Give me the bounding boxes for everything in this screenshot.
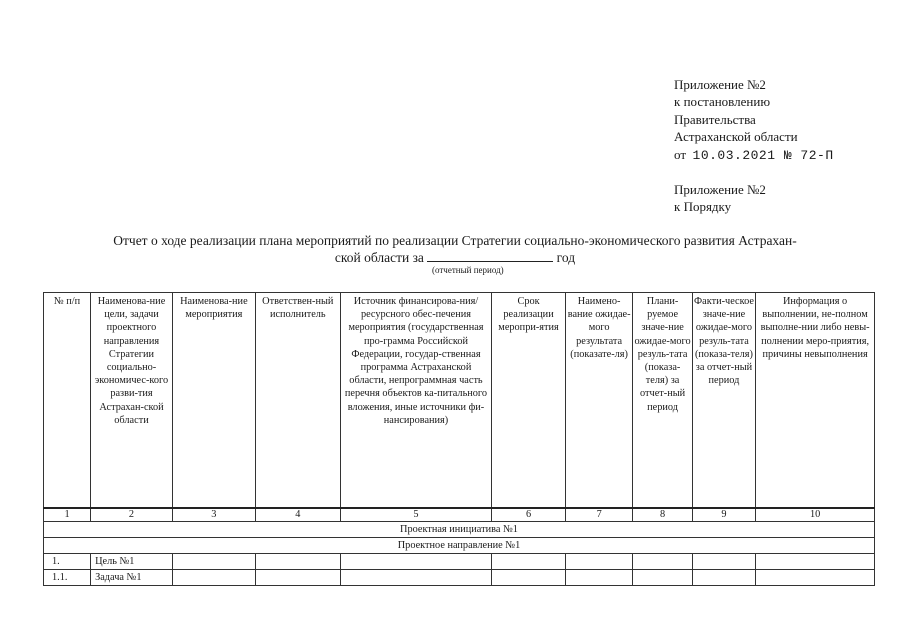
header-cell: Ответствен-ный исполнитель <box>255 293 340 509</box>
resolution-date-number: 10.03.2021 № 72-П <box>692 147 834 163</box>
column-number-cell: 8 <box>633 508 692 522</box>
appendix-header <box>674 76 834 164</box>
header-cell: Информация о выполнении, не-полном выполне-нии либо невы-полнении меро-приятия, причины невыполнения <box>756 293 875 509</box>
empty-cell[interactable] <box>172 554 255 570</box>
report-title-line2-prefix: ской области за <box>334 250 424 265</box>
appendix-order-line: Приложение №2 <box>674 182 766 197</box>
empty-cell[interactable] <box>692 570 755 586</box>
column-number-row <box>44 508 875 522</box>
empty-cell[interactable] <box>633 570 692 586</box>
header-cell: Факти-ческое значе-ние ожидае-мого резуль-тата (показа-теля) за отчет-ный период <box>692 293 755 509</box>
row-name: Задача №1 <box>91 570 173 586</box>
column-number-cell: 7 <box>565 508 633 522</box>
initiative-cell: Проектная инициатива №1 <box>44 522 875 538</box>
header-cell: Плани-руемое значе-ние ожидае-мого резуль-тата (показа-теля) за отчет-ный период <box>633 293 692 509</box>
empty-cell[interactable] <box>692 554 755 570</box>
empty-cell[interactable] <box>756 554 875 570</box>
appendix-date-line <box>674 146 834 164</box>
row-number: 1. <box>44 554 91 570</box>
empty-cell[interactable] <box>172 570 255 586</box>
header-cell: Срок реализации меропри-ятия <box>492 293 566 509</box>
report-title-line2-suffix: год <box>556 250 576 265</box>
appendix-order <box>674 181 766 216</box>
column-number-cell: 2 <box>91 508 173 522</box>
column-number-cell: 5 <box>340 508 491 522</box>
period-blank-field[interactable] <box>427 249 553 262</box>
direction-cell: Проектное направление №1 <box>44 538 875 554</box>
column-number-cell: 6 <box>492 508 566 522</box>
column-number-cell: 1 <box>44 508 91 522</box>
row-number: 1.1. <box>44 570 91 586</box>
report-title-line2 <box>40 249 870 266</box>
report-table <box>43 292 875 586</box>
report-title-line1: Отчет о ходе реализации плана мероприятий по реализации Стратегии социально-экономического развития Астрахан- <box>113 233 797 248</box>
column-number-cell: 10 <box>756 508 875 522</box>
empty-cell[interactable] <box>633 554 692 570</box>
empty-cell[interactable] <box>756 570 875 586</box>
row-name: Цель №1 <box>91 554 173 570</box>
header-cell: Источник финансирова-ния/ресурсного обес-печения мероприятия (государственная про-грамма Российской Федерации, государ-ственная программа Астраханской области, непрограммная часть перечня объектов ка-питального вложения, иные источники фи-нансирования) <box>340 293 491 509</box>
period-caption: (отчетный период) <box>432 265 504 275</box>
header-row <box>44 293 875 509</box>
empty-cell[interactable] <box>565 554 633 570</box>
appendix-order-line: к Порядку <box>674 199 732 215</box>
date-prefix: от <box>674 146 687 162</box>
report-title <box>40 232 870 266</box>
header-cell: № п/п <box>44 293 91 509</box>
table-row <box>44 570 875 586</box>
appendix-line: Правительства <box>674 111 756 127</box>
column-number-cell: 4 <box>255 508 340 522</box>
table-row <box>44 554 875 570</box>
header-cell: Наименова-ние цели, задачи проектного направления Стратегии социально-экономичес-кого разви-тия Астрахан-ской области <box>91 293 173 509</box>
column-number-cell: 9 <box>692 508 755 522</box>
initiative-row <box>44 522 875 538</box>
empty-cell[interactable] <box>565 570 633 586</box>
empty-cell[interactable] <box>492 554 566 570</box>
empty-cell[interactable] <box>255 554 340 570</box>
direction-row <box>44 538 875 554</box>
appendix-line: к постановлению <box>674 94 771 110</box>
header-cell: Наименова-ние мероприятия <box>172 293 255 509</box>
header-cell: Наимено-вание ожидае-мого результата (показате-ля) <box>565 293 633 509</box>
column-number-cell: 3 <box>172 508 255 522</box>
empty-cell[interactable] <box>255 570 340 586</box>
appendix-line: Приложение №2 <box>674 77 766 92</box>
appendix-line: Астраханской области <box>674 129 798 145</box>
empty-cell[interactable] <box>340 570 491 586</box>
empty-cell[interactable] <box>492 570 566 586</box>
empty-cell[interactable] <box>340 554 491 570</box>
